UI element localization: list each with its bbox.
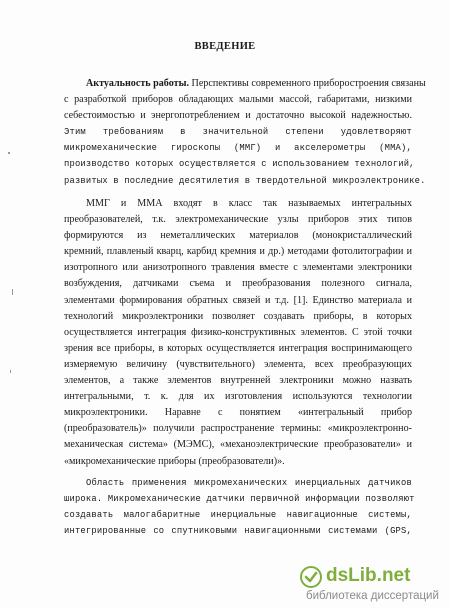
text-line: механическая система» (МЭМС), «механоэлектрические преобразователи» и bbox=[64, 439, 412, 451]
paragraph-integral-converters bbox=[64, 196, 412, 470]
text-line: Этим требованиям в значительной степени удовлетворяют bbox=[64, 127, 412, 138]
text-line: элементами формирования обратных связей и т.д. [1]. Единство материала и bbox=[64, 294, 412, 306]
text-line: производство которых осуществляется с использованием технологий, bbox=[64, 159, 415, 170]
text-line: элементов, а также элементов внутренней электроники можно назвать bbox=[64, 375, 412, 387]
text-line: широка. Микромеханические датчики первичной информации позволяют bbox=[64, 494, 415, 505]
paragraph-relevance bbox=[64, 76, 426, 189]
text-line: технологий микроэлектроники позволяет создавать приборы, в которых bbox=[64, 310, 412, 322]
text-line: развитых в последние десятилетия в твердотельной микроэлектронике. bbox=[64, 175, 426, 186]
scan-artifact bbox=[10, 370, 11, 373]
text-line: измеряемую величину (чувствительного) элемента, всех преобразующих bbox=[64, 358, 412, 370]
text-line: «микромеханические приборы (преобразователи)». bbox=[64, 455, 285, 467]
watermark-subtitle: библиотека диссертаций bbox=[306, 590, 439, 602]
dslib-watermark bbox=[300, 566, 450, 609]
text-line: с разработкой приборов обладающих малыми массой, габаритами, низкими bbox=[64, 94, 412, 106]
text-line: (преобразователь)» получили распространение термины: «микроэлектронно- bbox=[64, 423, 412, 435]
relevance-lead: Актуальность работы. bbox=[86, 78, 189, 89]
page-heading: ВВЕДЕНИЕ bbox=[194, 41, 256, 52]
text-line: изотропного или анизотропного травления вместе с элементами электроники bbox=[64, 262, 412, 274]
text-line: ММГ и ММА входят в класс так называемых интегральных bbox=[86, 198, 412, 209]
text-line: микромеханические гироскопы (ММГ) и акселерометры (ММА), bbox=[64, 143, 412, 154]
text-line: Область применения микромеханических инерциальных датчиков bbox=[86, 478, 412, 488]
paragraph-application bbox=[64, 475, 415, 539]
text-line: осуществляется интеграция физико-конструктивных элементов. С этой точки bbox=[64, 326, 412, 338]
text-line: микроэлектроники. Наравне с понятием «интегральный прибор bbox=[64, 407, 412, 419]
text-span: Перспективы современного приборостроения связаны bbox=[191, 78, 426, 89]
text-line: кремний, плавленый кварц, карбид кремния и др.) методами фотолитографии и bbox=[64, 246, 412, 258]
text-line: себестоимостью и энергопотреблением и достаточно высокой надежностью. bbox=[64, 110, 412, 122]
scan-artifact bbox=[8, 152, 10, 154]
text-line: преобразователей, т.к. электромеханические узлы приборов этих типов bbox=[64, 214, 412, 226]
text-line: интегрированные со спутниковыми навигационными системами (GPS, bbox=[64, 526, 412, 537]
text-line: создавать малогабаритные инерциальные навигационные системы, bbox=[64, 510, 412, 521]
text-line: зрения все приборы, в которых осуществляется интеграция воспринимающего bbox=[64, 342, 412, 354]
scan-artifact bbox=[12, 289, 13, 295]
text-line: формируются из неметаллических материалов (монокристаллический bbox=[64, 230, 412, 242]
text-line: возбуждения, датчиками съема и преобразования полезного сигнала, bbox=[64, 278, 412, 290]
text-line bbox=[64, 76, 426, 92]
watermark-name: dsLib.net bbox=[326, 565, 411, 586]
text-line: интегральными, т. к. для их изготовления используются технологии bbox=[64, 391, 412, 403]
dslib-logo-icon bbox=[300, 566, 322, 588]
